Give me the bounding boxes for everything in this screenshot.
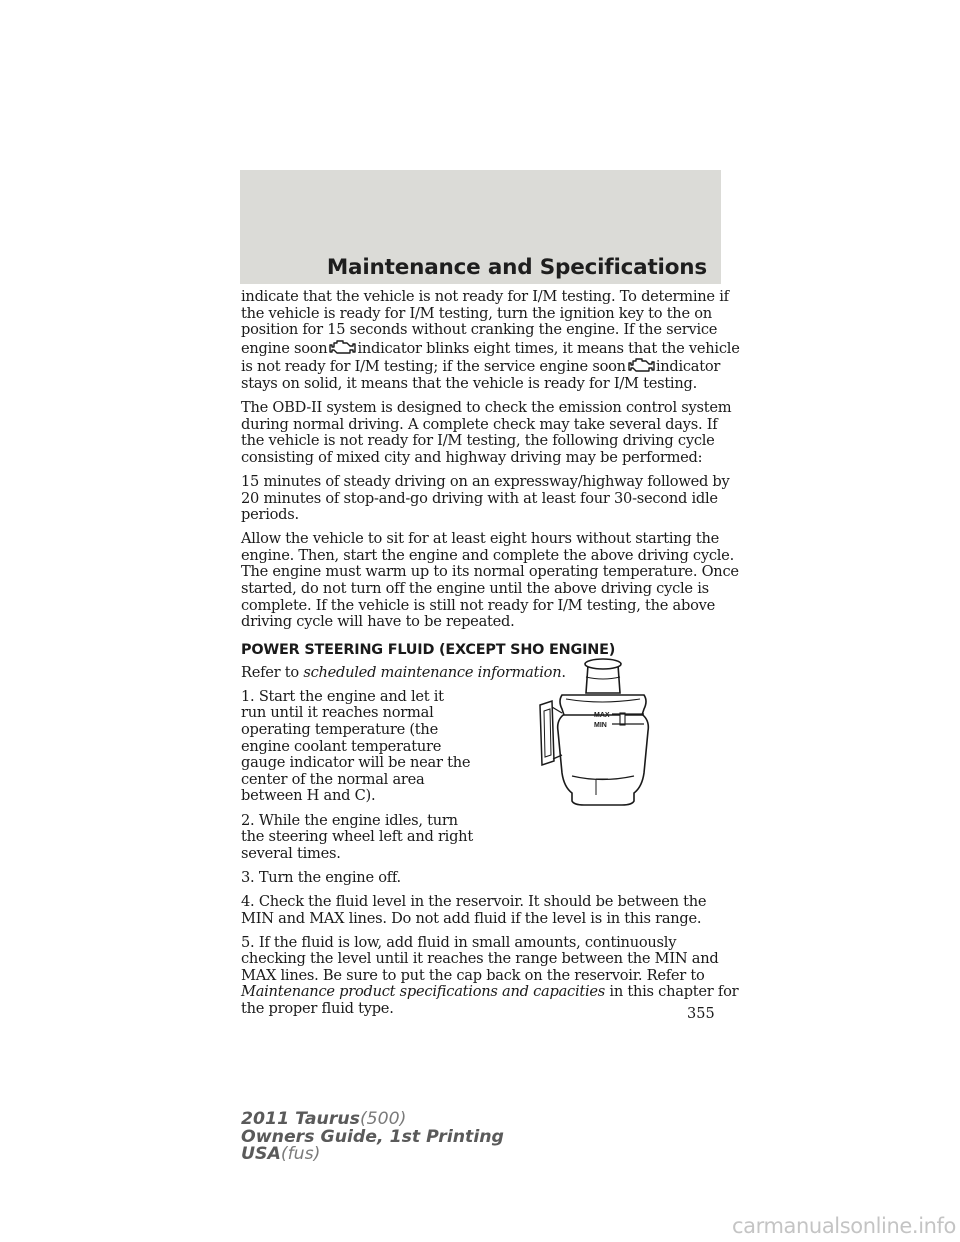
paragraph-driving-cycle: 15 minutes of steady driving on an expressway/highway followed by 20 minutes of stop-and-go driving with at least four 30-second idle periods. <box>241 472 730 524</box>
step-4: 4. Check the fluid level in the reservoir. It should be between the MIN and MAX lines. Do not add fluid if the level is in this range. <box>241 892 707 927</box>
check-engine-icon <box>626 357 656 374</box>
page-title: Maintenance and Specifications <box>326 255 707 280</box>
footer-market: USA <box>241 1144 281 1164</box>
paragraph-repeat: Allow the vehicle to sit for at least eight hours without starting the engine. Then, start the engine and complete the above driving cycle. The engine must warm up to its normal operating temperature. Once started, do not turn off the engine until the above driving cycle is complete. If the vehicle is still not ready for I/M testing, the above driving cycle will have to be repeated. <box>241 530 739 631</box>
footer-model: 2011 Taurus <box>241 1109 360 1129</box>
paragraph-obd: The OBD-II system is designed to check the emission control system during normal driving. A complete check may take several days. If the vehicle is not ready for I/M testing, the following driving cycle consisting of mixed city and highway driving may be performed: <box>241 399 732 466</box>
refer-link: scheduled maintenance information <box>303 663 562 681</box>
specs-link: Maintenance product specifications and capacities <box>241 983 606 1001</box>
step-5-suffix: in this chapter for the proper fluid type. <box>241 983 739 1017</box>
footer-guide: Owners Guide, 1st Printing <box>241 1126 504 1147</box>
footer <box>241 1111 504 1164</box>
step-5-text: 5. If the fluid is low, add fluid in small amounts, continuously checking the level until it reaches the range between the MIN and MAX lines. Be sure to put the cap back on the reservoir. Refer to <box>241 933 719 984</box>
footer-line-market <box>241 1146 504 1164</box>
header-band <box>240 170 721 284</box>
reservoir-illustration <box>536 655 660 807</box>
refer-prefix: Refer to <box>241 663 299 681</box>
paragraph-text: indicator blinks eight times, it means that the vehicle is not ready for I/M testing; if the service engine soon <box>241 339 740 376</box>
section-heading: POWER STEERING FLUID (EXCEPT SHO ENGINE) <box>241 641 616 658</box>
paragraph-ready-check <box>241 289 741 393</box>
refer-suffix: . <box>561 663 566 681</box>
paragraph-refer <box>241 665 741 682</box>
page-number: 355 <box>687 1006 715 1022</box>
min-label: MIN <box>594 722 607 729</box>
page-body <box>241 289 741 1025</box>
paragraph-text: indicate that the vehicle is not ready for I/M testing. To determine if the vehicle is ready for I/M testing, turn the ignition key to the on position for 15 seconds without cranking the engine. If the service engine soon <box>241 288 729 357</box>
footer-market-code: (fus) <box>280 1144 321 1164</box>
check-engine-icon <box>327 339 357 356</box>
footer-model-code: (500) <box>359 1109 407 1129</box>
max-label: MAX <box>594 712 610 719</box>
watermark: carmanualsonline.info <box>732 1214 956 1238</box>
paragraph-text: indicator stays on solid, it means that the vehicle is ready for I/M testing. <box>241 358 721 392</box>
step-5 <box>241 935 741 1018</box>
step-1: 1. Start the engine and let it run until it reaches normal operating temperature (the engine coolant temperature gauge indicator will be near the center of the normal area between H and C). <box>241 687 471 805</box>
step-2: 2. While the engine idles, turn the steering wheel left and right several times. <box>241 811 473 862</box>
step-3: 3. Turn the engine off. <box>241 868 401 886</box>
